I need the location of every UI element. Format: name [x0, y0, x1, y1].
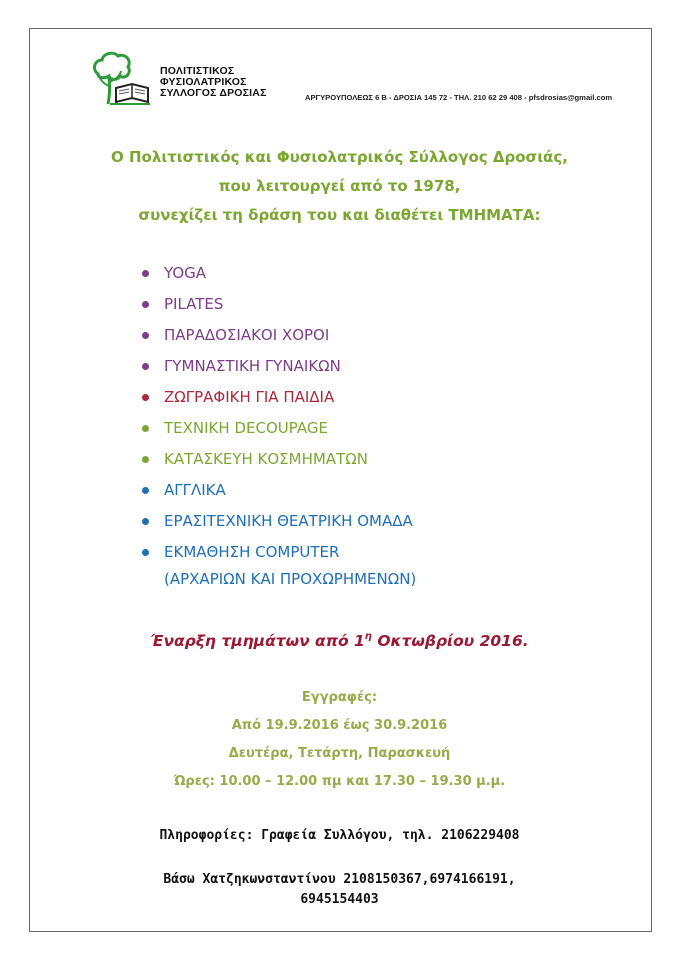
section-label: ΑΓΓΛΙΚΑ — [164, 481, 226, 499]
section-sublabel: (ΑΡΧΑΡΙΩΝ ΚΑΙ ΠΡΟΧΩΡΗΜΕΝΩΝ) — [164, 570, 417, 588]
start-text-month: Οκτωβρίου 2016. — [371, 632, 529, 650]
tree-and-book-logo-icon — [90, 50, 154, 110]
section-item — [140, 320, 416, 351]
ordinal-superscript: η — [364, 631, 372, 642]
sections-list — [140, 258, 416, 592]
contact-phone-line: 6945154403 — [300, 892, 379, 907]
org-name-line: ΣΥΛΛΟΓΟΣ ΔΡΟΣΙΑΣ — [160, 87, 267, 99]
intro-line: συνεχίζει τη δράση του και διαθέτει ΤΜΗΜΑΤΑ: — [138, 206, 541, 224]
bullet-icon — [142, 549, 149, 556]
section-label: ΖΩΓΡΑΦΙΚΗ ΓΙΑ ΠΑΙΔΙΑ — [164, 388, 335, 406]
section-label: YOGA — [164, 264, 207, 282]
registration-hours: Ώρες: 10.00 – 12.00 πμ και 17.30 – 19.30 μ.μ. — [173, 774, 506, 789]
section-label: PILATES — [164, 295, 224, 313]
section-item — [140, 506, 416, 537]
intro-line: που λειτουργεί από το 1978, — [218, 177, 461, 195]
bullet-icon — [142, 332, 149, 339]
bullet-icon — [142, 363, 149, 370]
organization-name — [160, 66, 267, 99]
section-label: ΤΕΧΝΙΚΗ DECOUPAGE — [164, 419, 328, 437]
section-item — [140, 413, 416, 444]
bullet-icon — [142, 270, 149, 277]
org-name-line: ΠΟΛΙΤΙΣΤΙΚΟΣ — [160, 65, 235, 77]
registration-dates: Από 19.9.2016 έως 30.9.2016 — [231, 718, 448, 733]
office-info: Πληροφορίες: Γραφεία Συλλόγου, τηλ. 2106229408 — [159, 828, 520, 843]
contact-info — [0, 826, 679, 910]
section-label: ΕΚΜΑΘΗΣΗ COMPUTER — [164, 543, 340, 561]
intro-line: Ο Πολιτιστικός και Φυσιολατρικός Σύλλογος Δροσιάς, — [111, 148, 568, 166]
section-item — [140, 475, 416, 506]
section-item — [140, 382, 416, 413]
bullet-icon — [142, 456, 149, 463]
bullet-icon — [142, 301, 149, 308]
registration-title: Εγγραφές: — [301, 690, 378, 705]
bullet-icon — [142, 518, 149, 525]
bullet-icon — [142, 487, 149, 494]
section-label: ΚΑΤΑΣΚΕΥΗ ΚΟΣΜΗΜΑΤΩΝ — [164, 450, 368, 468]
section-item — [140, 444, 416, 475]
section-label: ΠΑΡΑΔΟΣΙΑΚΟΙ ΧΟΡΟΙ — [164, 326, 330, 344]
section-item — [140, 258, 416, 289]
intro-text — [0, 143, 679, 230]
registration-days: Δευτέρα, Τετάρτη, Παρασκευή — [228, 746, 451, 761]
contact-person-line: Βάσω Χατζηκωνσταντίνου 2108150367,6974166191, — [163, 872, 516, 887]
section-item — [140, 351, 416, 382]
org-name-line: ΦΥΣΙΟΛΑΤΡΙΚΟΣ — [160, 76, 247, 88]
section-item — [140, 289, 416, 320]
contact-address: ΑΡΓΥΡΟΥΠΟΛΕΩΣ 6 Β - ΔΡΟΣΙΑ 145 72 - ΤΗΛ. 210 62 29 408 - pfsdrosias@gmail.com — [305, 93, 613, 102]
start-text: Έναρξη τμημάτων από 1 — [150, 632, 365, 650]
section-label: ΕΡΑΣΙΤΕΧΝΙΚΗ ΘΕΑΤΡΙΚΗ ΟΜΑΔΑ — [164, 512, 413, 530]
section-item — [140, 537, 416, 592]
start-date-announcement — [0, 631, 679, 650]
section-label: ΓΥΜΝΑΣΤΙΚΗ ΓΥΝΑΙΚΩΝ — [164, 357, 341, 375]
bullet-icon — [142, 394, 149, 401]
bullet-icon — [142, 425, 149, 432]
registration-block — [0, 684, 679, 796]
